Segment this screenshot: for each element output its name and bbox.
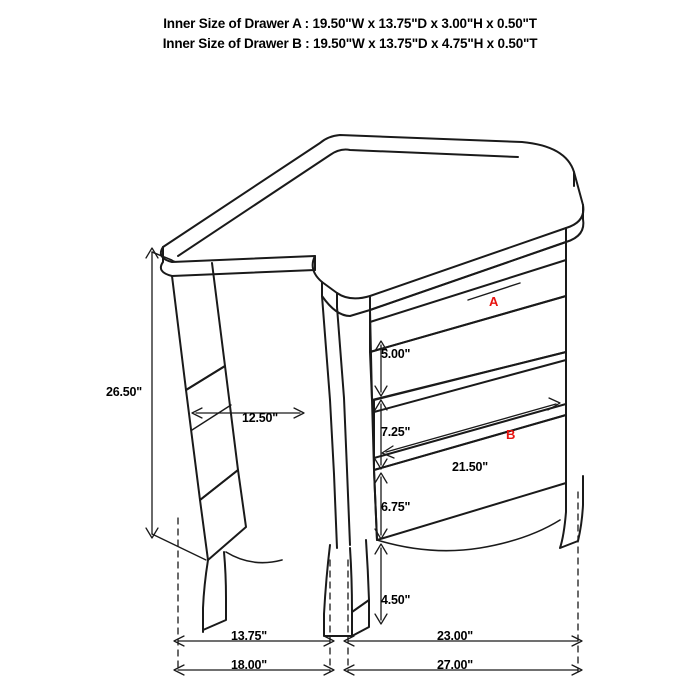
drawer-front-b (374, 352, 566, 470)
leg-front-center (324, 540, 369, 636)
drawer-a-note: Inner Size of Drawer A : 19.50"W x 13.75"D x 3.00"H x 0.50"T (163, 16, 537, 31)
drawer-a-marker: A (489, 294, 499, 309)
left-side-panel (172, 263, 246, 560)
dim-gap-lower: 6.75" (381, 500, 411, 514)
dim-depth-outer: 18.00" (231, 658, 268, 672)
dim-leg-height: 4.50" (381, 593, 411, 607)
dim-overall-height: 26.50" (106, 385, 143, 399)
drawer-b-note: Inner Size of Drawer B : 19.50"W x 13.75"D x 4.75"H x 0.50"T (162, 36, 538, 51)
leg-right (560, 476, 583, 548)
dim-width-inner: 23.00" (437, 629, 474, 643)
dim-shelf-width-side: 12.50" (242, 411, 279, 425)
leg-left (203, 552, 226, 632)
drawer-b-marker: B (506, 427, 516, 442)
dim-gap-upper: 5.00" (381, 347, 411, 361)
apron-right (377, 520, 560, 551)
dim-gap-middle: 7.25" (381, 425, 411, 439)
dim-width-outer: 27.00" (437, 658, 474, 672)
apron-left (226, 552, 282, 563)
dim-drawer-b-width: 21.50" (452, 460, 489, 474)
drawer-front-a (370, 242, 566, 352)
dim-depth-inner: 13.75" (231, 629, 268, 643)
front-corner-post (322, 296, 377, 548)
